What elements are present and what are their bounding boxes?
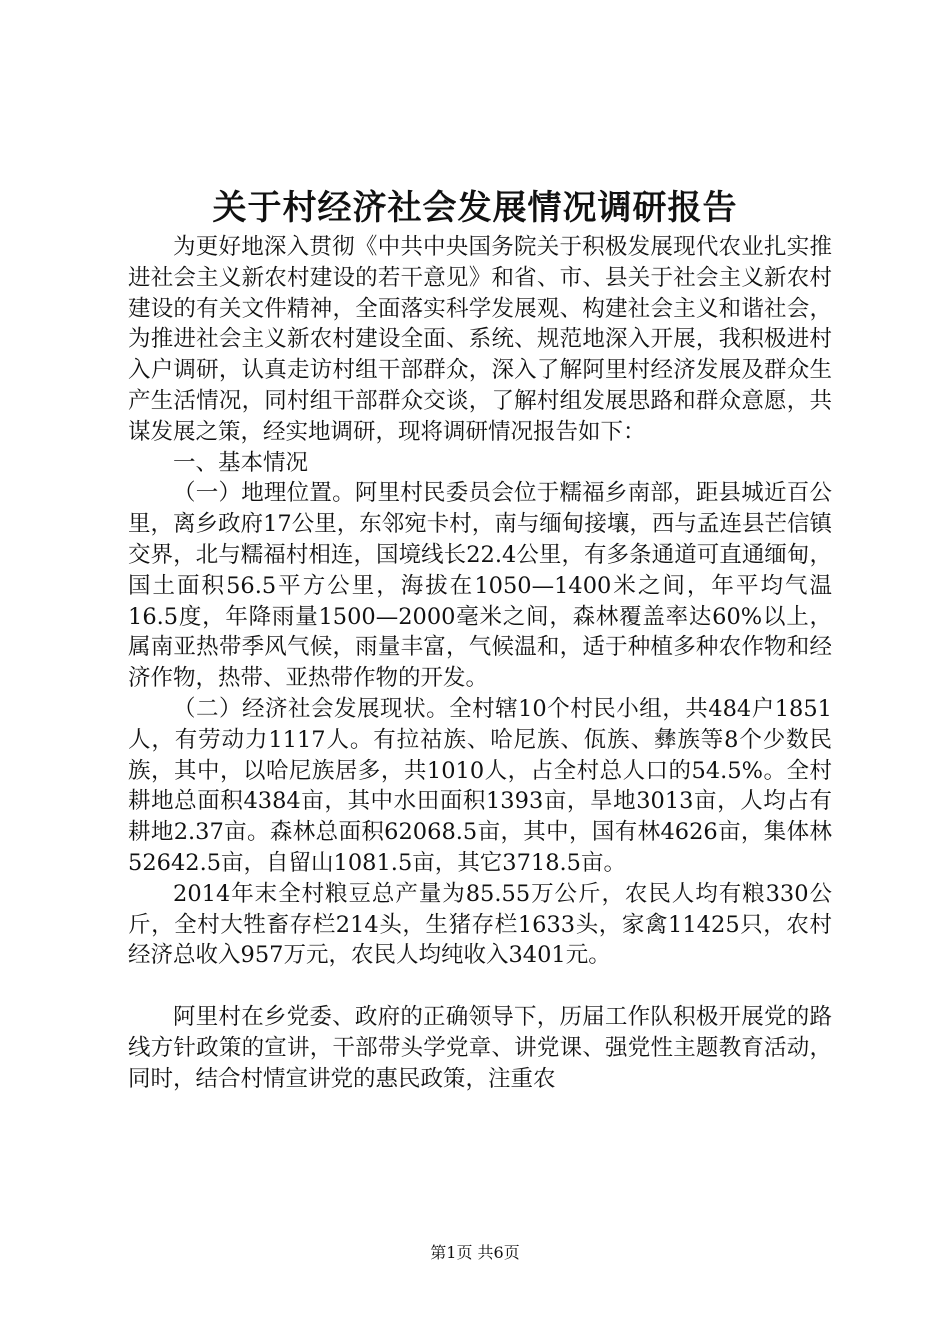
document-title: 关于村经济社会发展情况调研报告 <box>212 188 738 228</box>
paragraph-geography: （一）地理位置。阿里村民委员会位于糯福乡南部，距县城近百公里，离乡政府17公里，东邻宛卡村，南与缅甸接壤，西与孟连县芒信镇交界，北与糯福村相连，国境线长22.4公里，有多条通道可直通缅甸，国土面积56.5平方公里，海拔在1050—1400米之间，年平均气温16.5度，年降雨量1500—2000毫米之间，森林覆盖率达60%以上，属南亚热带季风气候，雨量丰富，气候温和，适于种植多种农作物和经济作物，热带、亚热带作物的开发。 <box>128 480 832 692</box>
section-heading-basic-situation: 一、基本情况 <box>173 449 309 476</box>
page-number-footer: 第1页 共6页 <box>430 1243 520 1262</box>
paragraph-2014-statistics: 2014年末全村粮豆总产量为85.55万公斤，农民人均有粮330公斤，全村大牲畜存栏214头，生猪存栏1633头，家禽11425只，农村经济总收入957万元，农民人均纯收入3401元。 <box>128 880 832 969</box>
paragraph-intro: 为更好地深入贯彻《中共中央国务院关于积极发展现代农业扎实推进社会主义新农村建设的若干意见》和省、市、县关于社会主义新农村建设的有关文件精神，全面落实科学发展观、构建社会主义和谐社会，为推进社会主义新农村建设全面、系统、规范地深入开展，我积极进村入户调研，认真走访村组干部群众，深入了解阿里村经济发展及群众生产生活情况，同村组干部群众交谈，了解村组发展思路和群众意愿，共谋发展之策，经实地调研，现将调研情况报告如下： <box>128 234 832 445</box>
document-body <box>128 232 832 1094</box>
paragraph-economy-status: （二）经济社会发展现状。全村辖10个村民小组，共484户1851人，有劳动力1117人。有拉祜族、哈尼族、佤族、彝族等8个少数民族，其中，以哈尼族居多，共1010人，占全村总人口的54.5%。全村耕地总面积4384亩，其中水田面积1393亩，旱地3013亩，人均占有耕地2.37亩。森林总面积62068.5亩，其中，国有林4626亩，集体林52642.5亩，自留山1081.5亩，其它3718.5亩。 <box>128 695 832 876</box>
paragraph-party-work: 阿里村在乡党委、政府的正确领导下，历届工作队积极开展党的路线方针政策的宣讲，干部带头学党章、讲党课、强党性主题教育活动，同时，结合村情宣讲党的惠民政策，注重农 <box>128 1003 832 1092</box>
